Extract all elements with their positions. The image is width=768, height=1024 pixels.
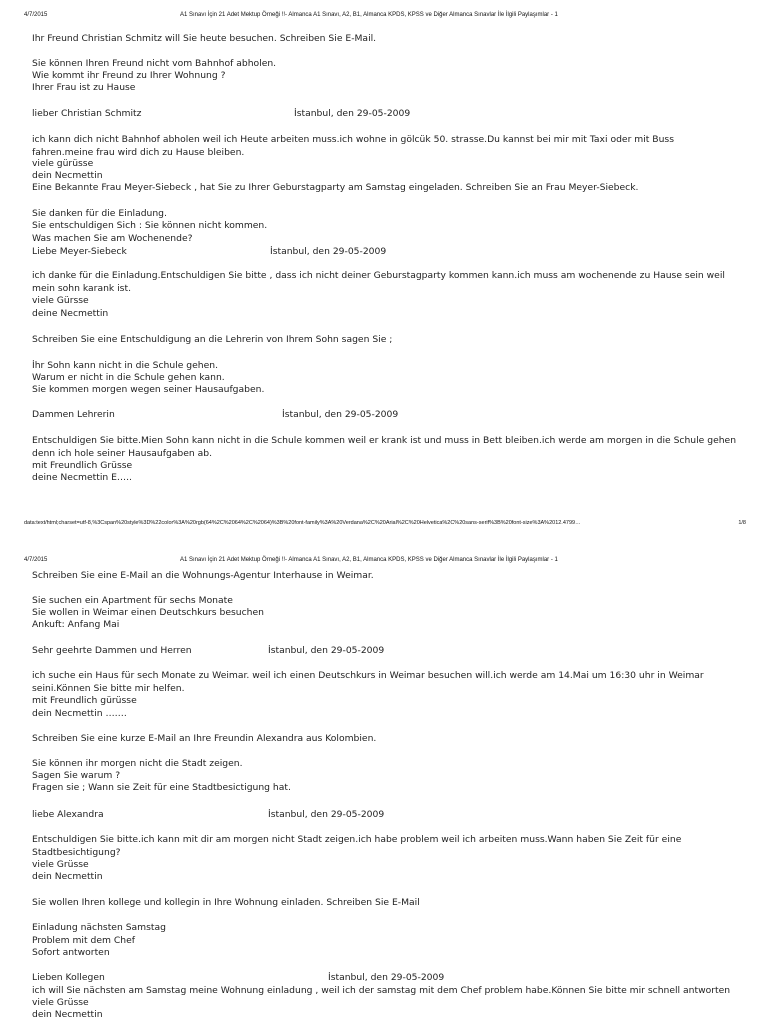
letter-place-date: İstanbul, den 29-05-2009 <box>268 645 385 656</box>
task-intro: Ihr Freund Christian Schmitz will Sie heute besuchen. Schreiben Sie E-Mail. <box>32 33 377 44</box>
letter-signature: dein Necmettin <box>32 170 103 181</box>
letter-salutation: lieber Christian Schmitz <box>32 108 142 119</box>
letter-place-date: İstanbul, den 29-05-2009 <box>282 409 399 420</box>
letter-signature: deine Necmettin E….. <box>32 472 132 483</box>
task-point: Problem mit dem Chef <box>32 935 135 946</box>
task-point: Was machen Sie am Wochenende? <box>32 233 193 244</box>
task-point: Sofort antworten <box>32 947 110 958</box>
page-header-title: A1 Sınavı İçin 21 Adet Mektup Örneği !!- Almanca A1 Sınavı, A2, B1, Almanca KPDS, KPSS ve Diğer Almanca Sınavlar İle İlgili Paylaşımlar - 1 <box>180 557 558 563</box>
task-intro: Eine Bekannte Frau Meyer-Siebeck , hat Sie zu Ihrer Geburstagparty am Samstag eingeladen. Schreiben Sie an Frau Meyer-Siebeck. <box>32 182 639 193</box>
letter-body: ich suche ein Haus für sech Monate zu Weimar. weil ich einen Deutschkurs in Weimar besuchen will.ich werde am 14.Mai um 16:30 uhr in Weimar seini.Können Sie bitte mir helfen. <box>32 670 704 694</box>
footer-page-number: 1/8 <box>738 520 746 526</box>
task-point: Ankuft: Anfang Mai <box>32 619 120 630</box>
task-point: Fragen sie ; Wann sie Zeit für eine Stadtbesictigung hat. <box>32 782 291 793</box>
task-point: Sie können Ihren Freund nicht vom Bahnhof abholen. <box>32 58 277 69</box>
task-intro: Schreiben Sie eine E-Mail an die Wohnungs-Agentur Interhause in Weimar. <box>32 570 374 581</box>
letter-signature: deine Necmettin <box>32 308 109 319</box>
task-point: Wie kommt ihr Freund zu Ihrer Wohnung ? <box>32 70 226 81</box>
footer-url: data:text/html;charset=utf-8,%3Cspan%20style%3D%22color%3A%20rgb(64%2C%2064%2C%2064)%3B%20font-family%3A%20Verdana%2C%20Arial%2C%20Helvetica%2C%20sans-serif%3B%20font-size%3A%2012.4799… <box>24 520 581 526</box>
task-point: Sie suchen ein Apartment für sechs Monate <box>32 595 233 606</box>
task-intro: Sie wollen Ihren kollege und kollegin in Ihre Wohnung einladen. Schreiben Sie E-Mail <box>32 897 420 908</box>
task-point: İhr Sohn kann nicht in die Schule gehen. <box>32 360 218 371</box>
letter-place-date: İstanbul, den 29-05-2009 <box>328 972 445 983</box>
letter-body: ich will Sie nächsten am Samstag meine Wohnung einladung , weil ich der samstag mit dem Chef problem habe.Können Sie bitte mir schnell antworten <box>32 985 731 996</box>
letter-salutation: liebe Alexandra <box>32 809 104 820</box>
page-header-title: A1 Sınavı İçin 21 Adet Mektup Örneği !!- Almanca A1 Sınavı, A2, B1, Almanca KPDS, KPSS ve Diğer Almanca Sınavlar İle İlgili Paylaşımlar - 1 <box>180 12 558 18</box>
letter-closing: viele Grüsse <box>32 859 89 870</box>
task-point: Warum er nicht in die Schule gehen kann. <box>32 372 225 383</box>
letter-body: ich danke für die Einladung.Entschuldigen Sie bitte , dass ich nicht deiner Geburstagparty kommen kann.ich muss am wochenende zu Hause sein weil mein sohn karank ist. <box>32 270 725 294</box>
task-point: Ihrer Frau ist zu Hause <box>32 82 136 93</box>
task-point: Einladung nächsten Samstag <box>32 922 166 933</box>
letter-place-date: İstanbul, den 29-05-2009 <box>270 246 387 257</box>
page-header-date: 4/7/2015 <box>24 557 48 563</box>
letter-salutation: Liebe Meyer-Siebeck <box>32 246 127 257</box>
letter-signature: dein Necmettin ……. <box>32 708 127 719</box>
task-intro: Schreiben Sie eine kurze E-Mail an Ihre Freundin Alexandra aus Kolombien. <box>32 733 377 744</box>
letter-signature: dein Necmettin <box>32 871 103 882</box>
letter-salutation: Dammen Lehrerin <box>32 409 115 420</box>
task-point: Sie danken für die Einladung. <box>32 208 167 219</box>
letter-body: Entschuldigen Sie bitte.Mien Sohn kann nicht in die Schule kommen weil er krank ist und muss in Bett bleiben.ich werde am morgen in die Schule gehen denn ich hole seiner Hausaufgaben ab. <box>32 435 737 459</box>
page-footer <box>24 520 746 529</box>
letter-closing: mit Freundlich gürüsse <box>32 695 137 706</box>
task-point: Sie entschuldigen Sich : Sie können nicht kommen. <box>32 220 268 231</box>
letter-body: ich kann dich nicht Bahnhof abholen weil ich Heute arbeiten muss.ich wohne in gölcük 50. strasse.Du kannst bei mir mit Taxi oder mit Buss fahren.meine frau wird dich zu Hause bleiben. <box>32 134 674 158</box>
letter-closing: viele Grüsse <box>32 997 89 1008</box>
letter-signature: dein Necmettin <box>32 1009 103 1020</box>
task-intro: Schreiben Sie eine Entschuldigung an die Lehrerin von Ihrem Sohn sagen Sie ; <box>32 334 393 345</box>
letter-salutation: Sehr geehrte Dammen und Herren <box>32 645 192 656</box>
letter-closing: mit Freundlich Grüsse <box>32 460 133 471</box>
letter-closing: viele gürüsse <box>32 158 94 169</box>
task-point: Sie wollen in Weimar einen Deutschkurs besuchen <box>32 607 264 618</box>
letter-closing: viele Gürsse <box>32 295 89 306</box>
letter-place-date: İstanbul, den 29-05-2009 <box>268 809 385 820</box>
letter-body: Entschuldigen Sie bitte.ich kann mit dir am morgen nicht Stadt zeigen.ich habe problem weil ich arbeiten muss.Wann haben Sie Zeit für eine Stadtbesichtigung? <box>32 834 682 858</box>
letter-place-date: İstanbul, den 29-05-2009 <box>294 108 411 119</box>
task-point: Sie kommen morgen wegen seiner Hausaufgaben. <box>32 384 265 395</box>
letter-salutation: Lieben Kollegen <box>32 972 105 983</box>
page-header-date: 4/7/2015 <box>24 12 48 18</box>
task-point: Sie können ihr morgen nicht die Stadt zeigen. <box>32 758 243 769</box>
task-point: Sagen Sie warum ? <box>32 770 121 781</box>
